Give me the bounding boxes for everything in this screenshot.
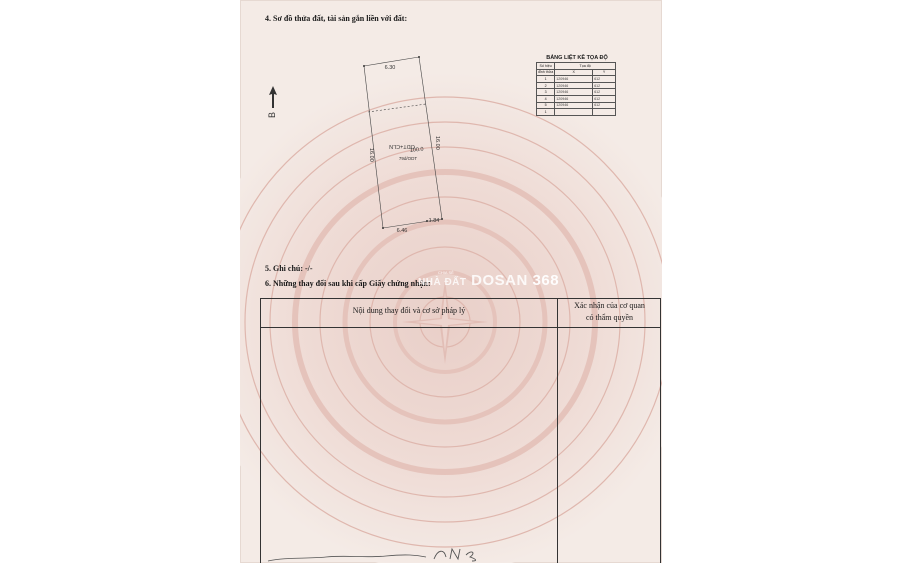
coord-y: 612 xyxy=(593,89,616,96)
section-4-heading: 4. Sơ đồ thửa đất, tài sản gắn liền với đất: xyxy=(265,14,408,23)
watermark-number: 368 xyxy=(532,272,560,289)
watermark-logo xyxy=(418,272,559,289)
coord-header-y: Y xyxy=(593,69,616,76)
land-code: ODT+CLN xyxy=(389,143,415,149)
north-label: B xyxy=(267,111,277,119)
coord-header-point2: đỉnh thửa xyxy=(538,70,554,75)
coord-header-coords: Tọa độ xyxy=(555,63,616,70)
coord-point: 2 xyxy=(537,82,555,89)
changes-header-authority xyxy=(557,300,662,324)
dim-bottom-left: 6.46 xyxy=(396,228,408,234)
coord-x: 120946 xyxy=(555,102,593,109)
changes-column-left xyxy=(261,299,558,563)
authority-line-1: Xác nhận của cơ quan xyxy=(574,301,645,310)
coord-x: 120946 xyxy=(555,95,593,102)
changes-header-content: Nội dung thay đổi và cơ sở pháp lý xyxy=(352,306,466,315)
coord-table-title: BẢNG LIỆT KÊ TỌA ĐỘ xyxy=(546,55,608,61)
coord-header-point: Số hiệu xyxy=(537,63,555,70)
table-row xyxy=(537,95,616,102)
coord-header-x: X xyxy=(555,69,593,76)
authority-line-2: có thẩm quyền xyxy=(585,313,634,322)
coord-x: 120946 xyxy=(555,82,593,89)
table-row xyxy=(537,82,616,89)
changes-header-divider xyxy=(261,327,660,328)
watermark-tag: CHIA SẺ xyxy=(438,270,454,275)
handwritten-note xyxy=(266,545,526,563)
coord-y: 612 xyxy=(593,95,616,102)
coord-table xyxy=(536,62,616,116)
coord-point: 4 xyxy=(537,95,555,102)
watermark-brand: DOSAN xyxy=(471,272,528,289)
table-row xyxy=(537,89,616,96)
parcel-area: 100.0 xyxy=(409,146,424,154)
section-5-heading: 5. Ghi chú: -/- xyxy=(265,264,313,273)
coord-point: 1 xyxy=(537,109,555,116)
table-row xyxy=(537,76,616,83)
coord-point: 5 xyxy=(537,102,555,109)
dim-left: 16.00 xyxy=(368,148,374,162)
parcel-number: 79d/ODT xyxy=(398,156,418,161)
dim-top: 6.30 xyxy=(384,65,396,71)
dim-right: 16.00 xyxy=(434,136,440,150)
coord-x: 120946 xyxy=(555,76,593,83)
coord-y: 612 xyxy=(593,102,616,109)
table-row xyxy=(537,102,616,109)
coord-x xyxy=(555,109,593,116)
watermark-prefix: NHÀ ĐẤT xyxy=(418,277,467,288)
coord-y xyxy=(593,109,616,116)
coord-y: 612 xyxy=(593,76,616,83)
section-6-heading: 6. Những thay đổi sau khi cấp Giấy chứng nhận: xyxy=(265,279,431,288)
changes-table xyxy=(260,298,661,563)
certificate-page xyxy=(240,0,662,563)
coord-point: 3 xyxy=(537,89,555,96)
coord-x: 120946 xyxy=(555,89,593,96)
coord-y: 612 xyxy=(593,82,616,89)
dim-bottom-right: 1.84 xyxy=(428,218,440,224)
table-row xyxy=(537,109,616,116)
coord-point: 1 xyxy=(537,76,555,83)
